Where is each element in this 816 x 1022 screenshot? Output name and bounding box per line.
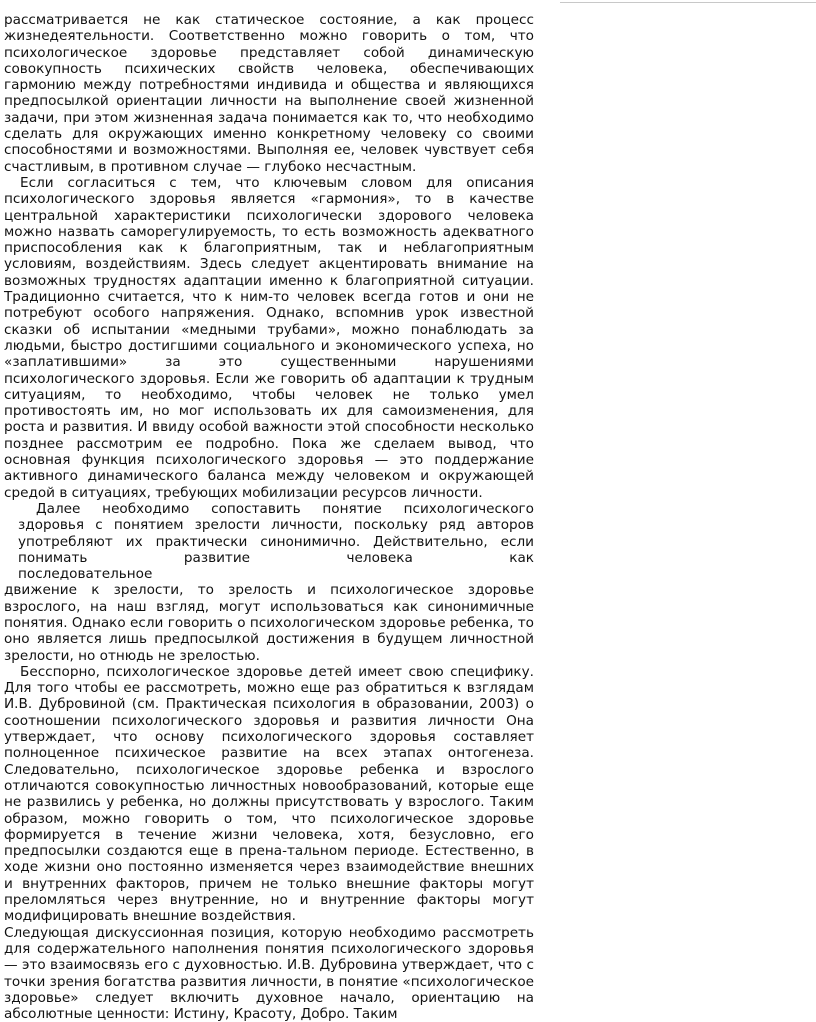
paragraph-6: Следующая дискуссионная позиция, которую необходимо рассмотреть для содержательного наполнения понятия психологического здоровья — это взаимосвязь его с духовностью. И.В. Дубровина утверждает, что с точки зрения богатства развития личности, в понятие «психологическое здоровье» следует включить духовное начало, ориентацию на абсолютные ценности: Истину, Красоту, Добро. Таким: [4, 924, 534, 1022]
paragraph-4: движение к зрелости, то зрелость и психологическое здоровье взрослого, на наш взгляд, могут использоваться как синонимичные понятия. Однако если говорить о психологическом здоровье ребенка, то оно является лишь предпосылкой достижения в будущем личностной зрелости, но отнюдь не зрелостью.: [4, 582, 534, 664]
paragraph-2: Если согласиться с тем, что ключевым словом для описания психологического здоровья является «гармония», то в качестве центральной характеристики психологически здорового человека можно назвать саморегулируемость, то есть возможность адекватного приспособления как к благоприятным, так и неблагоприятным условиям, воздействиям. Здесь следует акцентировать внимание на возможных трудностях адаптации именно к благоприятной ситуации. Традиционно считается, что к ним-то человек всегда готов и они не потребуют особого напряжения. Однако, вспомнив урок известной сказки об испытании «медными трубами», можно понаблюдать за людьми, быстро достигшими социального и экономического успеха, но «заплатившими» за это существенными нарушениями психологического здоровья. Если же говорить об адаптации к трудным ситуациям, то необходимо, чтобы человек не только умел противостоять им, но мог использовать их для самоизменения, для роста и развития. И ввиду особой важности этой способности несколько позднее рассмотрим ее подробно. Пока же сделаем вывод, что основная функция психологического здоровья — это поддержание активного динамического баланса между человеком и окружающей средой в ситуациях, требующих мобилизации ресурсов личности.: [4, 174, 534, 501]
paragraph-1: рассматривается не как статическое состояние, а как процесс жизнедеятельности. Соответственно можно говорить о том, что психологическое здоровье представляет собой динамическую совокупность психических свойств человека, обеспечивающих гармонию между потребностями индивида и общества и являющихся предпосылкой ориентации личности на выполнение своей жизненной задачи, при этом жизненная задача понимается как то, что необходимо сделать для окружающих именно конкретному человеку со своими способностями и возможностями. Выполняя ее, человек чувствует себя счастливым, в противном случае — глубоко несчастным.: [4, 12, 534, 175]
paragraph-5: Бесспорно, психологическое здоровье детей имеет свою специфику. Для того чтобы ее рассмотреть, можно еще раз обратиться к взглядам И.В. Дубровиной (см. Практическая психология в образовании, 2003) о соотношении психологического здоровья и развития личности Она утверждает, что основу психологического здоровья составляет полноценное психическое развитие на всех этапах онтогенеза. Следовательно, психологическое здоровье ребенка и взрослого отличаются совокупностью личностных новообразований, которые еще не развились у ребенка, но должны присутствовать у взрослого. Таким образом, можно говорить о том, что психологическое здоровье формируется в течение жизни человека, хотя, безусловно, его предпосылки создаются еще в прена-тальном периоде. Естественно, в ходе жизни оно постоянно изменяется через взаимодействие внешних и внутренних факторов, причем не только внешние факторы могут преломляться через внутренние, но и внутренние факторы могут модифицировать внешние воздействия.: [4, 663, 534, 925]
document-page: [4, 12, 534, 1022]
header-rule: [560, 2, 816, 3]
paragraph-3-last-line: последовательное: [18, 566, 153, 583]
paragraph-3: Далее необходимо сопоставить понятие психологического здоровья с понятием зрелости личности, поскольку ряд авторов употребляют их практически синонимично. Действительно, если понимать развитие человека как: [18, 500, 534, 566]
